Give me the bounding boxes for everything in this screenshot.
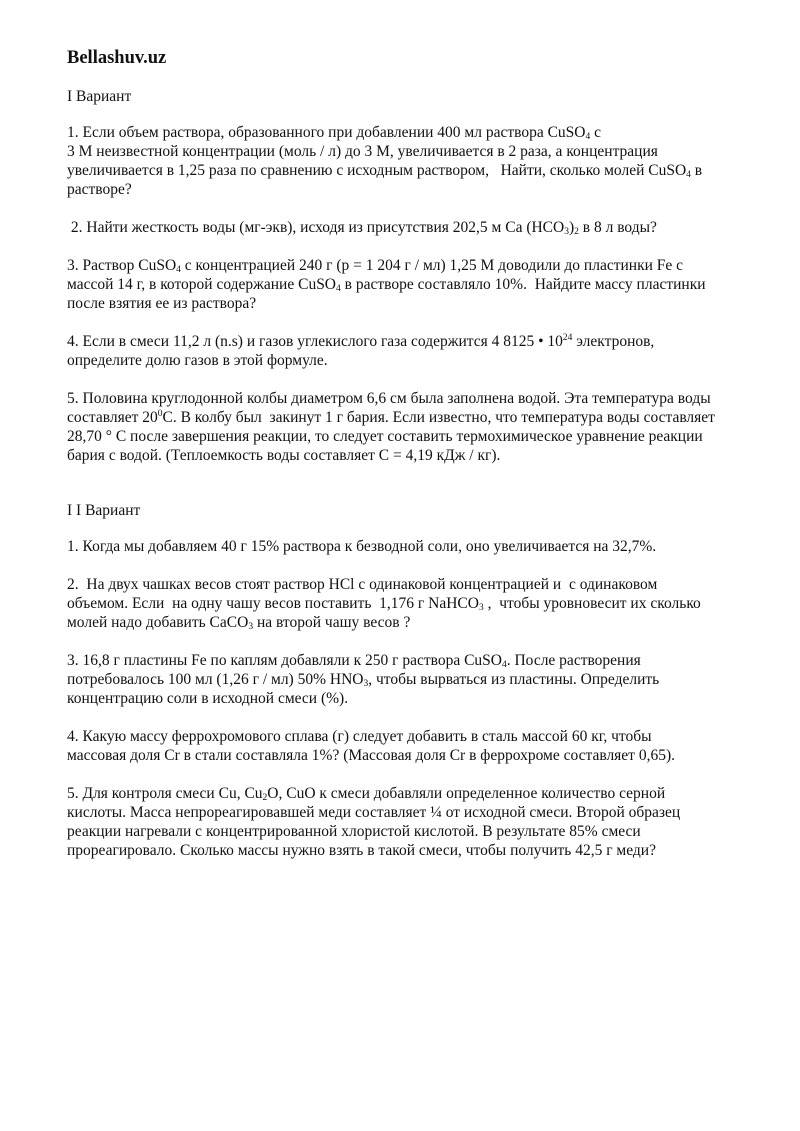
problem-1 <box>67 537 747 556</box>
problem-line: прореагировало. Сколько массы нужно взять в такой смеси, чтобы получить 42,5 г меди? <box>67 842 656 859</box>
problem-line: 4. Если в смеси 11,2 л (n.s) и газов углекислого газа содержится 4 8125 • $10^{24}$ электронов, <box>67 333 655 350</box>
variant-1-problems <box>67 123 747 465</box>
problem-line: растворе? <box>67 181 132 198</box>
problem-line: 3. Раствор CuSO$_4$ с концентрацией 240 г (p = 1 204 г / мл) 1,25 М доводили до пластинки Fe с <box>67 257 684 275</box>
problem-4 <box>67 727 747 765</box>
problem-line: массой 14 г, в которой содержание CuSO$_4$ в растворе составляло 10%. Найдите массу пластинки <box>67 276 706 294</box>
problem-line: составляет $20^0С$. В колбу был закинут 1 г бария. Если известно, что температура воды составляет <box>67 409 715 426</box>
problem-line: 4. Какую массу феррохромового сплава (г) следует добавить в сталь массой 60 кг, чтобы <box>67 728 652 745</box>
variant-2-title: I I Вариант <box>67 502 141 519</box>
problem-line: 1. Если объем раствора, образованного при добавлении 400 мл раствора CuSO$_4$ с <box>67 124 602 142</box>
problem-line: молей надо добавить CaCO$_3$ на второй чашу весов ? <box>67 614 411 632</box>
problem-2 <box>67 218 747 237</box>
problem-4 <box>67 332 747 370</box>
problem-line: 3 М неизвестной концентрации (моль / л) до 3 М, увеличивается в 2 раза, а концентрация <box>67 143 658 160</box>
problem-line: объемом. Если на одну чашу весов поставить 1,176 г NaHCO$_3$ , чтобы уровновесит их сколько <box>67 595 701 613</box>
problem-line: 5. Для контроля смеси Cu, $Cu_2O$, CuO к смеси добавляли определенное количество серной <box>67 785 666 803</box>
problem-line: потребовалось 100 мл (1,26 г / мл) 50% $HNO_3$, чтобы вырваться из пластины. Определить <box>67 671 660 689</box>
problem-line: 5. Половина круглодонной колбы диаметром 6,6 см была заполнена водой. Эта температура воды <box>67 390 711 407</box>
problem-3 <box>67 256 747 313</box>
variant-2-problems <box>67 537 747 860</box>
problem-line: 28,70 ° C после завершения реакции, то следует составить термохимическое уравнение реакции <box>67 428 703 445</box>
problem-1 <box>67 123 747 199</box>
problem-line: 1. Когда мы добавляем 40 г 15% раствора к безводной соли, оно увеличивается на 32,7%. <box>67 538 657 555</box>
problem-5 <box>67 389 747 465</box>
problem-line: 2. Найти жесткость воды (мг-экв), исходя из присутствия 202,5 м Ca $(HCO_3)_2$ в 8 л воды? <box>67 219 657 237</box>
document-page <box>67 47 747 879</box>
problem-line: концентрацию соли в исходной смеси (%). <box>67 690 349 707</box>
problem-line: реакции нагревали с концентрированной хлористой кислотой. В результате 85% смеси <box>67 823 641 840</box>
problem-2 <box>67 575 747 632</box>
variant-1-title: I Вариант <box>67 88 132 105</box>
problem-line: кислоты. Масса непрореагировавшей меди составляет ¼ от исходной смеси. Второй образец <box>67 804 681 821</box>
problem-line: бария с водой. (Теплоемкость воды составляет C = 4,19 кДж / кг). <box>67 447 501 464</box>
site-title: Bellashuv.uz <box>67 48 167 68</box>
problem-line: после взятия ее из раствора? <box>67 295 257 312</box>
problem-line: массовая доля Cr в стали составляла 1%? (Массовая доля Cr в феррохроме составляет 0,65). <box>67 747 675 764</box>
problem-3 <box>67 651 747 708</box>
problem-line: увеличивается в 1,25 раза по сравнению с исходным раствором, Найти, сколько молей CuSO$_4$ в <box>67 162 703 180</box>
problem-5 <box>67 784 747 860</box>
problem-line: определите долю газов в этой формуле. <box>67 352 328 369</box>
problem-line: 2. На двух чашках весов стоят раствор HCl с одинаковой концентрацией и с одинаковом <box>67 576 658 593</box>
problem-line: 3. 16,8 г пластины Fe по каплям добавляли к 250 г раствора CuSO$_4$. После растворения <box>67 652 641 670</box>
